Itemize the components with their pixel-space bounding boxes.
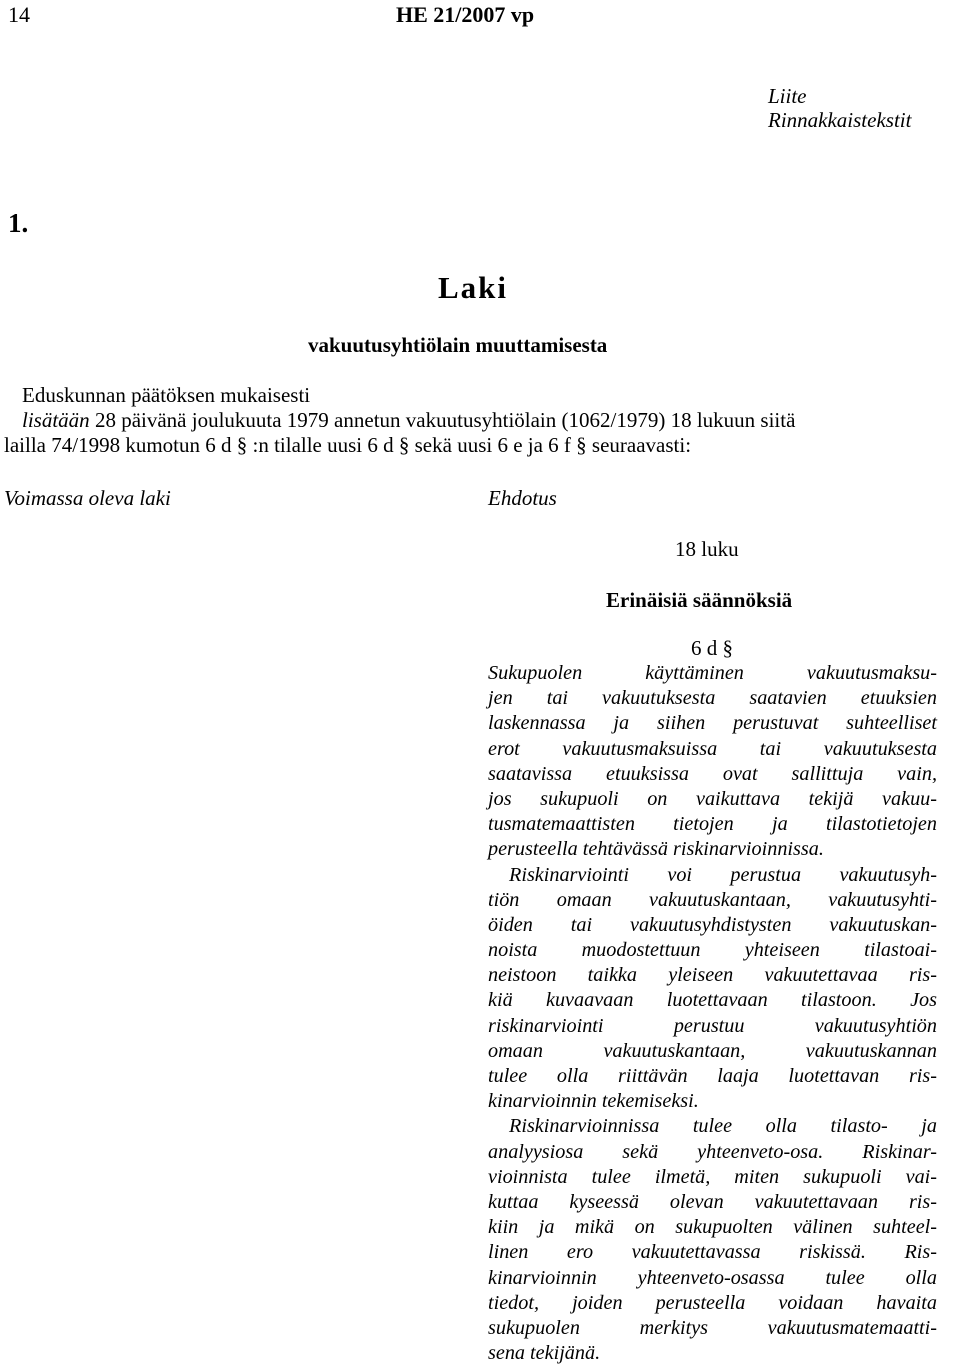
body-line: öiden tai vakuutusyhdistysten vakuutuskan- (488, 913, 937, 936)
body-line: kiä kuvaavaan luotettavaan tilastoon. Jos (488, 989, 937, 1012)
appendix-title: Rinnakkaistekstit (768, 108, 912, 132)
law-section-number: 1. (8, 208, 29, 238)
body-line: linen ero vakuutettavassa riskissä. Ris- (488, 1241, 937, 1264)
body-line: saatavissa etuuksissa ovat sallittuja vain, (488, 762, 937, 785)
body-line: Riskinarvioinnissa tulee olla tilasto- ja (509, 1115, 937, 1138)
body-line: riskinarviointi perustuu vakuutusyhtiön (488, 1014, 937, 1037)
section-body (488, 661, 937, 1366)
body-line: sena tekijänä. (488, 1342, 601, 1365)
preamble-line-2 (22, 408, 795, 433)
body-line: erot vakuutusmaksuissa tai vakuutuksesta (488, 737, 937, 760)
body-line: sukupuolen merkitys vakuutusmatemaatti- (488, 1316, 937, 1339)
chapter-title: Erinäisiä säännöksiä (606, 588, 793, 612)
body-line: Sukupuolen käyttäminen vakuutusmaksu- (488, 662, 937, 684)
body-line: laskennassa ja siihen perustuvat suhteelliset (488, 712, 937, 735)
body-line: vioinnista tulee ilmetä, miten sukupuoli vai- (488, 1165, 937, 1188)
body-line: noista muodostettuun yhteiseen tilastoai- (488, 939, 937, 962)
chapter-number: 18 luku (675, 537, 739, 561)
body-line: kiin ja mikä on sukupuolten välinen suhteel- (488, 1216, 937, 1239)
body-line: analyysiosa sekä yhteenveto-osa. Riskinar- (488, 1140, 937, 1163)
body-line: Riskinarviointi voi perustua vakuutusyh- (509, 863, 937, 886)
body-line: omaan vakuutuskantaan, vakuutuskannan (488, 1039, 937, 1062)
body-line: tusmatemaattisten tietojen ja tilastotietojen (488, 813, 937, 836)
section-heading: 6 d § (691, 636, 733, 660)
body-line: tulee olla riittävän laaja luotettavan ris- (488, 1065, 937, 1087)
law-title: Laki (438, 270, 509, 305)
body-line: jos sukupuoli on vaikuttava tekijä vakuu- (488, 787, 937, 810)
body-line: tiedot, joiden perusteella voidaan havaita (488, 1291, 937, 1314)
body-line: kinarvioinnin yhteenveto-osassa tulee olla (488, 1266, 937, 1289)
preamble-line-1: Eduskunnan päätöksen mukaisesti (22, 383, 311, 407)
body-line: kuttaa kyseessä olevan vakuutettavaan ris- (488, 1190, 937, 1213)
current-law-heading: Voimassa oleva laki (4, 486, 171, 510)
preamble-line-2-text: 28 päivänä joulukuuta 1979 annetun vakuutusyhtiölain (1062/1979) 18 lukuun siitä (89, 408, 796, 432)
law-subtitle: vakuutusyhtiölain muuttamisesta (308, 333, 608, 357)
body-line: perusteella tehtävässä riskinarvioinnissa. (488, 838, 824, 861)
document-id: HE 21/2007 vp (396, 2, 535, 27)
body-line: tiön omaan vakuutuskantaan, vakuutusyhti- (488, 888, 937, 911)
proposal-heading: Ehdotus (488, 486, 557, 510)
preamble-line-3: lailla 74/1998 kumotun 6 d § :n tilalle uusi 6 d § sekä uusi 6 e ja 6 f § seuraavasti: (4, 433, 692, 457)
preamble-verb: lisätään (22, 408, 90, 432)
body-line: kinarvioinnin tekemiseksi. (488, 1090, 699, 1113)
body-line: neistoon taikka yleiseen vakuutettavaa ris- (488, 964, 937, 987)
body-line: jen tai vakuutuksesta saatavien etuuksien (488, 687, 937, 710)
page-number: 14 (8, 2, 30, 27)
appendix-label: Liite (768, 84, 807, 108)
